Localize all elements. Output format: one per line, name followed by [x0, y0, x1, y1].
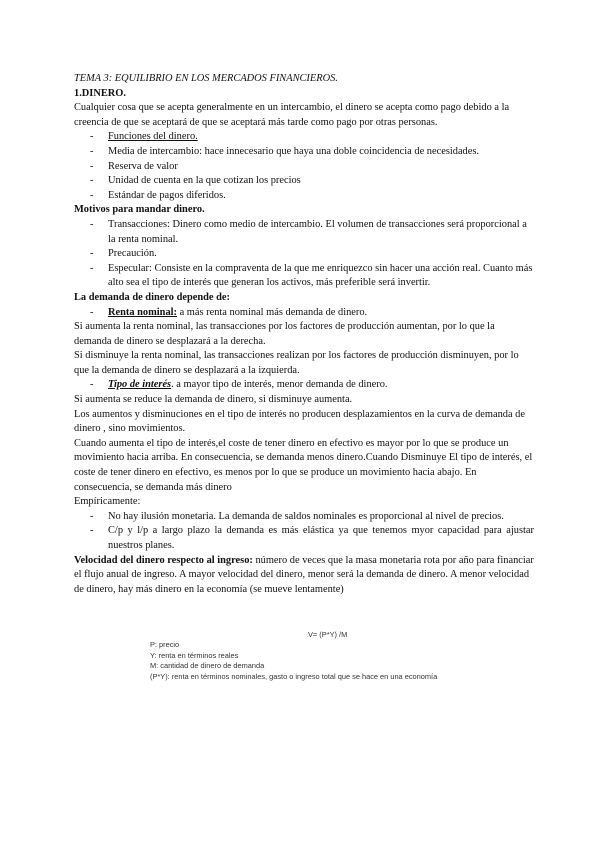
renta-text: a más renta nominal más demanda de dinero. [177, 306, 368, 318]
page-title: TEMA 3: EQUILIBRIO EN LOS MERCADOS FINANCIEROS. [74, 73, 338, 84]
list-item: - Media de intercambio: hace innecesario que haya una doble coincidencia de necesidades. [74, 145, 534, 160]
list-item: - C/p y l/p a largo plazo la demanda es más elástica ya que tenemos myor capacidad para ajustar nuestros planes. [74, 524, 534, 553]
tipo-paragraph-3: Cuando aumenta el tipo de interés,el coste de tener dinero en efectivo es mayor por lo que se produce un movimiento hacia arriba. En consecuencia, se demanda menos dinero.Cuando Disminuye El tipo de interés, el coste de tener dinero en efectivo, es menos por lo que se produce un movimiento hacia abajo. En consecuencia, se demanda más dinero [74, 437, 533, 493]
list-item: - Especular: Consiste en la compraventa de la que me enriquezco sin hacer una acción real. Cuanto más alto sea el tipo de interés que generan los activos, más preferible será invertir. [74, 262, 534, 291]
functions-label: Funciones del dinero. [108, 131, 198, 143]
velocity-text: número de veces que la masa monetaria rota por año para financiar el flujo anual de ingreso. A mayor velocidad del dinero, menor será la demanda de dinero. A menor velocidad de dinero, hay más dinero en la economía (se mueve lentamente) [74, 554, 534, 595]
section-heading-dinero: 1.DINERO. [74, 87, 126, 99]
tipo-label: Tipo de interés [108, 379, 172, 391]
formula-legend [150, 640, 480, 682]
tipo-paragraph-2: Los aumentos y disminuciones en el tipo de interés no producen desplazamientos en la curva de demanda de dinero , sino movimientos. [74, 408, 525, 435]
formula-line: P: precio [150, 640, 180, 649]
velocity-label: Velocidad del dinero respecto al ingreso: [74, 554, 253, 566]
list-item [74, 378, 534, 393]
formula-line: M: cantidad de dinero de demanda [150, 661, 265, 671]
velocity-paragraph [74, 554, 534, 598]
list-item: - Transacciones: Dinero como medio de intercambio. El volumen de transacciones será proporcional a la renta nominal. [74, 218, 534, 247]
tipo-text: . a mayor tipo de interés, menor demanda de dinero. [171, 379, 388, 391]
list-item: - Reserva de valor [74, 160, 534, 175]
list-item: - Unidad de cuenta en la que cotizan los precios [74, 174, 534, 189]
intro-paragraph: Cualquier cosa que se acepta generalmente en un intercambio, el dinero se acepta como pago debido a la creencia de que se aceptará de que se aceptará más tarde como pago por otras personas. [74, 102, 510, 128]
demand-renta-list [74, 306, 534, 321]
functions-list [74, 130, 534, 203]
list-item [74, 306, 534, 321]
demand-tipo-list [74, 378, 534, 393]
list-item: - No hay ilusión monetaria. La demanda de saldos nominales es proporcional al nivel de precios. [74, 510, 534, 525]
list-item [74, 130, 534, 145]
list-item: - Estándar de pagos diferidos. [74, 189, 534, 204]
demand-heading: La demanda de dinero depende de: [74, 291, 230, 303]
formula-equation: V= (P*Y) /M [308, 630, 348, 639]
empirical-list [74, 510, 534, 554]
formula-line: (P*Y): renta en términos nominales, gasto o ingreso total que se hace en una economía [150, 671, 438, 681]
tipo-paragraph-1: Si aumenta se reduce la demanda de dinero, si disminuye aumenta. [74, 394, 353, 406]
formula-line: Y: renta en términos reales [150, 650, 239, 660]
document-body [74, 72, 534, 597]
empirical-heading: Empíricamente: [74, 496, 141, 508]
motives-heading: Motivos para mandar dinero. [74, 204, 205, 216]
renta-label: Renta nominal: [108, 306, 177, 318]
list-item: - Precaución. [74, 247, 534, 262]
renta-down-paragraph: Si disminuye la renta nominal, las transacciones realizan por los factores de producción disminuyen, por lo que la demanda de dinero se desplazará a la izquierda. [74, 350, 519, 376]
renta-up-paragraph: Si aumenta la renta nominal, las transacciones por los factores de producción aumentan, por lo que la demanda de dinero se desplazará a la derecha. [74, 321, 495, 347]
motives-list [74, 218, 534, 291]
